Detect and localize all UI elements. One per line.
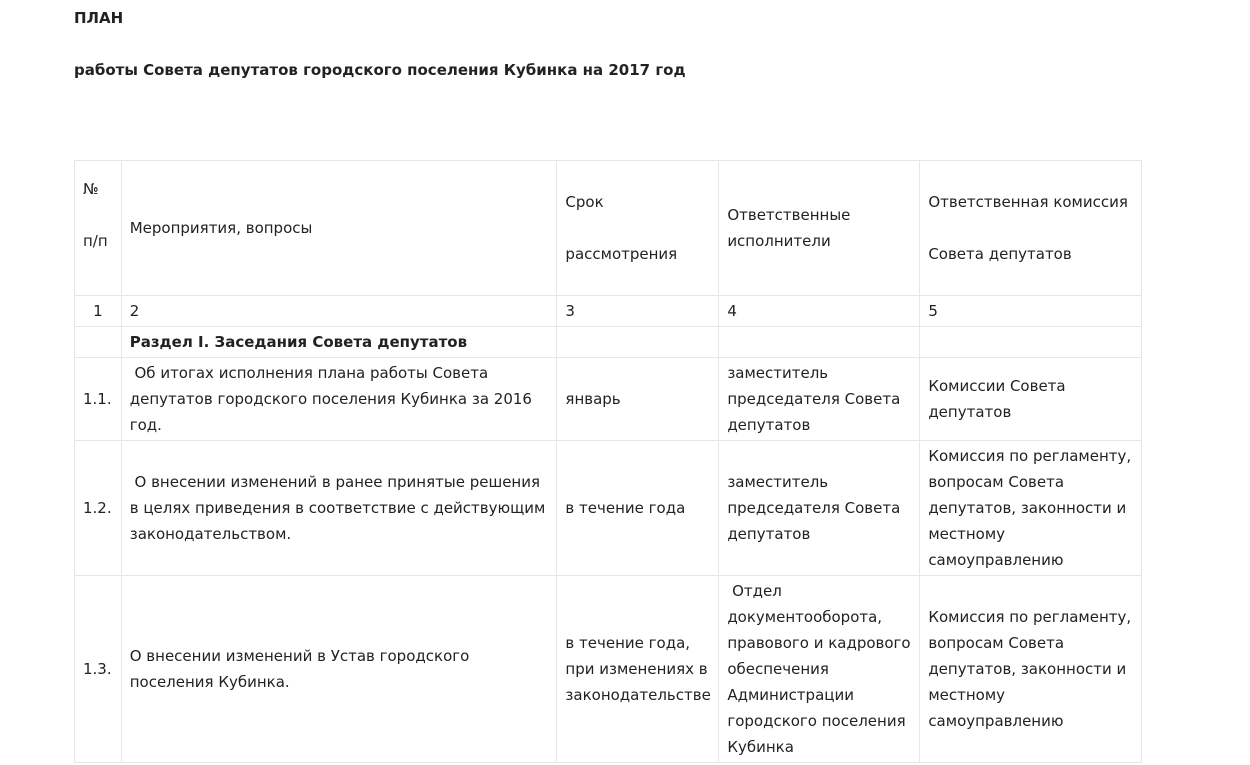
plan-table [74,160,1142,763]
row-num: 1.2. [75,441,122,576]
row-executor: Отдел документооборота, правового и кадрового обеспечения Администрации городского поселения Кубинка [719,576,920,763]
section-title: Раздел I. Заседания Совета депутатов [121,327,557,358]
column-number-1: 1 [75,296,122,327]
table-row [75,358,1142,441]
header-term-line1: Срок [565,193,604,211]
row-term: в течение года [557,441,719,576]
column-number-row [75,296,1142,327]
header-term [557,161,719,296]
row-commission: Комиссии Совета депутатов [920,358,1142,441]
table-header-row [75,161,1142,296]
header-commission-line2: Совета депутатов [928,245,1072,263]
header-commission [920,161,1142,296]
column-number-5: 5 [920,296,1142,327]
row-num: 1.3. [75,576,122,763]
row-commission: Комиссия по регламенту, вопросам Совета депутатов, законности и местному самоуправлению [920,441,1142,576]
document-title: ПЛАН [74,9,124,27]
row-executor: заместитель председателя Совета депутатов [719,441,920,576]
column-number-4: 4 [719,296,920,327]
header-executors: Ответственные исполнители [719,161,920,296]
row-executor: заместитель председателя Совета депутатов [719,358,920,441]
header-term-line2: рассмотрения [565,245,678,263]
header-num-line1: № [83,180,99,198]
row-event: О внесении изменений в Устав городского поселения Кубинка. [121,576,557,763]
column-number-3: 3 [557,296,719,327]
column-number-2: 2 [121,296,557,327]
table-row [75,441,1142,576]
header-events: Мероприятия, вопросы [121,161,557,296]
row-event: О внесении изменений в ранее принятые решения в целях приведения в соответствие с действующим законодательством. [121,441,557,576]
header-num-line2: п/п [83,232,108,250]
document-subtitle: работы Совета депутатов городского поселения Кубинка на 2017 год [74,61,686,79]
header-commission-line1: Ответственная комиссия [928,193,1128,211]
row-term: в течение года, при изменениях в законодательстве [557,576,719,763]
header-num [75,161,122,296]
row-num: 1.1. [75,358,122,441]
section-row [75,327,1142,358]
row-term: январь [557,358,719,441]
row-event: Об итогах исполнения плана работы Совета депутатов городского поселения Кубинка за 2016 год. [121,358,557,441]
row-commission: Комиссия по регламенту, вопросам Совета депутатов, законности и местному самоуправлению [920,576,1142,763]
table-row [75,576,1142,763]
